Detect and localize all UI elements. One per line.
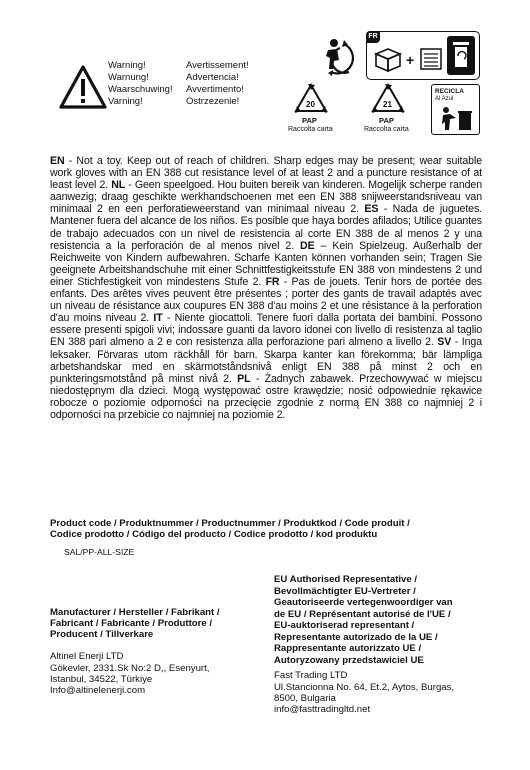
warning-label: Waarschuwing! (108, 84, 173, 95)
pap-20-number: 20 (306, 100, 315, 109)
lang-code: PL (237, 372, 251, 385)
manufacturer-name: Altinel Enerji LTD (50, 651, 124, 662)
pap-21-recycle-icon (370, 82, 406, 116)
warning-label: Warnung! (108, 72, 149, 83)
manufacturer-label-1: Manufacturer / Hersteller / Fabrikant / (50, 607, 220, 618)
triman-icon (322, 36, 360, 78)
pap-21-number: 21 (383, 100, 392, 109)
safety-text-block (50, 155, 482, 421)
manufacturer-address-2: Istanbul, 34522, Türkiye (50, 674, 153, 685)
product-code-label-2: Codice prodotto / Código del producto / Codice prodotto / kod produktu (50, 529, 378, 540)
warning-label: Varning! (108, 96, 143, 107)
person-bin-icon (438, 106, 474, 137)
eu-rep-label: Representante autorizado de la UE / (274, 631, 438, 643)
warning-label: Avertissement! (186, 60, 249, 71)
eu-rep-address-2: 8500, Bulgaria (274, 693, 336, 704)
product-code-label-1: Product code / Produktnummer / Productnummer / Produktkod / Code produit / (50, 518, 410, 529)
lang-code: ES (364, 203, 379, 216)
paper-stack-icon (418, 47, 444, 76)
plus-icon: + (406, 52, 415, 68)
safety-text: – Kein Spielzeug. Außerhalb der Reichweite von Kindern aufbewahren. Scharfe Kanten können vorhanden sein; Tragen Sie geeignete Arbeitshandschuhe mit einer Schnittfestigkeitsstufe EN 388 von mindestens 2 und einer Stichfestigkeit von mindestens Stufe 2. (50, 239, 483, 288)
eu-rep-label: Autoryzowany przedstawiciel UE (274, 654, 424, 666)
lang-code: EN (50, 155, 65, 167)
recicla-subtitle: Al Azul (435, 96, 454, 102)
lang-code: IT (153, 312, 163, 325)
warning-label: Avvertimento! (186, 84, 244, 95)
eu-rep-label: Geautoriseerde vertegenwoordiger van (274, 597, 453, 608)
recycle-bin-icon (447, 36, 475, 75)
manufacturer-label-2: Fabricant / Fabricante / Produttore / (50, 618, 213, 629)
warning-label: Ostrzezenie! (186, 96, 240, 107)
safety-text: - Żadnych zabawek. Przechowywać w miejscu niedostępnym dla dzieci. Mogą występować ostre krawędzie; nosić odpowiednie rękawice robocze o poziomie odporności na przecięcie zgodnie z normą EN 388 co najmniej 2 i odporności na przebicie co najmniej na poziomie 2. (50, 372, 482, 421)
pap-20-recycle-icon (293, 82, 329, 116)
lang-code: SV (437, 336, 452, 349)
warning-label: Warning! (108, 60, 146, 71)
eu-rep-email: info@fasttradingltd.net (274, 704, 371, 715)
lang-code: FR (265, 275, 280, 288)
warning-triangle-icon (58, 64, 108, 110)
manufacturer-label-3: Producent / Tillverkare (50, 629, 154, 640)
manufacturer-email: Info@altinelenerji.com (50, 685, 146, 696)
lang-code: DE (300, 239, 315, 252)
fr-badge: FR (366, 31, 380, 43)
eu-rep-label: Rappresentante autorizzato UE / (274, 643, 422, 654)
eu-rep-label: EU Authorised Representative / (274, 574, 418, 585)
warning-labels-col2 (186, 60, 249, 108)
eu-rep-label: de EU / Représentant autorisé de l'UE / (274, 608, 451, 620)
recicla-title: RECICLA (435, 88, 464, 95)
fr-sorting-box (366, 31, 480, 80)
eu-rep-label: EU-auktoriserad representant / (274, 620, 415, 631)
pap-20-caption: Raccolta carta (288, 126, 333, 133)
safety-text: - Inga leksaker. Förvaras utom räckhåll för barn. Skarpa kanter kan förekomma; bär lämpliga arbetshandskar med en skärmotståndsnivå enligt EN 388 på minst 2 och en punkteringsmotstånd på minst nivå 2. (50, 336, 482, 385)
box-icon (373, 47, 403, 78)
recicla-box (431, 84, 480, 135)
safety-text: - Not a toy. Keep out of reach of children. Sharp edges may be present; wear suitable work gloves with an EN 388 cut resistance level of at least 2 and a puncture resistance of at least level 2. (50, 155, 482, 192)
pap-21-code: PAP (379, 116, 394, 125)
lang-code: NL (111, 179, 126, 192)
pap-20-code: PAP (302, 116, 317, 125)
eu-rep-address-1: Ul.Stancionna No. 64, Et.2, Aytos, Burgas, (274, 682, 455, 693)
eu-rep-labels (274, 574, 453, 666)
safety-text: - Pas de jouets. Tenir hors de portée des enfants. Des arêtes vives peuvent être présentes ; porter des gants de travail adaptés avec un niveau de résistance aux coupures EN 388 d'au moins 2 et une résistance à la perforation d'au moins niveau 2. (50, 275, 482, 325)
safety-text: - Niente giocattoli. Tenere fuori dalla portata dei bambini. Possono essere presenti spigoli vivi; indossare guanti da lavoro idonei con livello di resistenza al taglio EN 388 pari almeno a 2 e con resistenza alla perforazione pari almeno a livello 2. (50, 312, 482, 349)
product-code-value: SAL/PP-ALL-SIZE (64, 547, 135, 557)
warning-label: Advertencia! (186, 72, 239, 83)
warning-labels-col1 (108, 60, 173, 108)
pap-21-caption: Raccolta carta (364, 126, 409, 133)
safety-text: - Nada de juguetes. Mantener fuera del alcance de los niños. Es posible que haya bordes afilados; Utilice guantes de trabajo adecuados con un nivel de resistencia al corte EN 388 de al menos 2 y una resistencia a la perforación de al menos nivel 2. (50, 203, 483, 252)
eu-rep-label: Bevollmächtigter EU-Vertreter / (274, 585, 416, 597)
eu-rep-name: Fast Trading LTD (274, 670, 348, 681)
manufacturer-address-1: Gökevler, 2331.Sk No:2 D,, Esenyurt, (50, 663, 210, 674)
safety-text: - Geen speelgoed. Hou buiten bereik van kinderen. Mogelijk scherpe randen aanwezig; draag geschikte werkhandschoenen met een EN 388 snijweerstandsniveau van minimaal 2 en een perforatieweerstand van minimaal niveau 2. (50, 179, 482, 216)
